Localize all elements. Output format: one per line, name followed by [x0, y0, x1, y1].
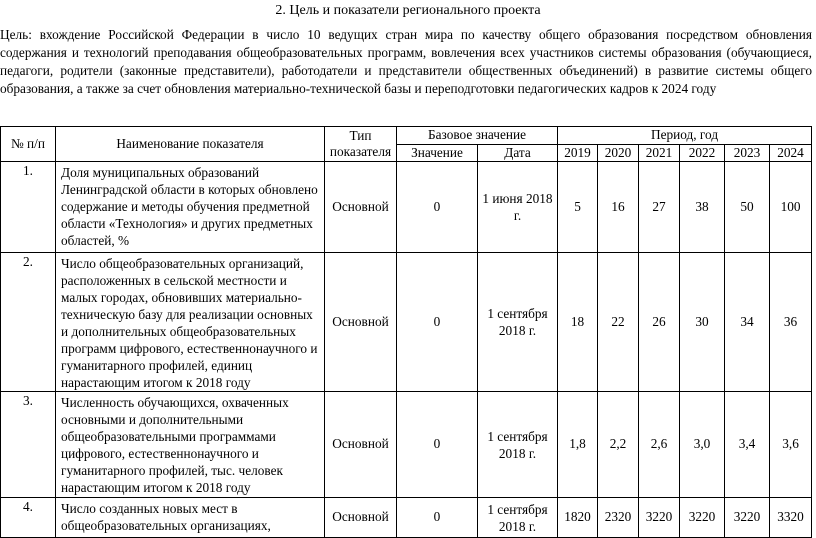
indicator-name: Доля муниципальных образований Ленинградской области в которых обновлено содержание и методы обучения предметной области «Технология» и других предметных областей, %: [56, 162, 325, 253]
table-row: [1, 162, 812, 253]
indicator-type: Основной: [325, 392, 397, 498]
header-period: Период, год: [558, 127, 812, 145]
base-date: 1 сентября 2018 г.: [478, 498, 558, 538]
year-value: 36: [770, 253, 812, 392]
year-value: 27: [639, 162, 680, 253]
year-value: 30: [680, 253, 725, 392]
indicator-type: Основной: [325, 162, 397, 253]
year-value: 38: [680, 162, 725, 253]
section-heading: 2. Цель и показатели регионального проекта: [275, 3, 541, 18]
base-date: 1 июня 2018 г.: [478, 162, 558, 253]
year-value: 34: [725, 253, 770, 392]
base-date: 1 сентября 2018 г.: [478, 253, 558, 392]
year-value: 100: [770, 162, 812, 253]
header-year: 2020: [598, 144, 639, 162]
year-value: 50: [725, 162, 770, 253]
year-value: 2320: [598, 498, 639, 538]
base-value: 0: [397, 498, 478, 538]
header-year: 2022: [680, 144, 725, 162]
indicators-table: [0, 126, 812, 538]
table-row: [1, 392, 812, 498]
goal-paragraph: Цель: вхождение Российской Федерации в число 10 ведущих стран мира по качеству общего образования посредством обновления содержания и технологий преподавания общеобразовательных программ, вовлечения всех участников системы образования (обучающиеся, педагоги, родители (законные представители), работодатели и представители общественных объединений) в развитие системы общего образования, а также за счет обновления материально-технической базы и переподготовки педагогических кадров к 2024 году: [0, 27, 812, 96]
year-value: 1820: [558, 498, 598, 538]
header-base-date: Дата: [478, 144, 558, 162]
header-year: 2019: [558, 144, 598, 162]
header-year: 2024: [770, 144, 812, 162]
base-value: 0: [397, 162, 478, 253]
indicator-name: Число общеобразовательных организаций, расположенных в сельской местности и малых городах, обновивших материально-техническую базу для реализации основных и дополнительных общеобразовательных программ цифрового, естественнонаучного и гуманитарного профилей, единиц нарастающим итогом к 2018 году: [56, 253, 325, 392]
year-value: 16: [598, 162, 639, 253]
year-value: 2,6: [639, 392, 680, 498]
year-value: 2,2: [598, 392, 639, 498]
indicator-type: Основной: [325, 498, 397, 538]
header-type: Тип показателя: [325, 127, 397, 162]
year-value: 18: [558, 253, 598, 392]
table-row: [1, 253, 812, 392]
row-number: 4.: [1, 498, 56, 538]
year-value: 3220: [680, 498, 725, 538]
year-value: 26: [639, 253, 680, 392]
year-value: 3,0: [680, 392, 725, 498]
year-value: 22: [598, 253, 639, 392]
header-row-1: [1, 127, 812, 145]
indicator-name: Численность обучающихся, охваченных основными и дополнительными общеобразовательными программами цифрового, естественнонаучного и гуманитарного профилей, тыс. человек нарастающим итогом к 2018 году: [56, 392, 325, 498]
year-value: 5: [558, 162, 598, 253]
year-value: 1,8: [558, 392, 598, 498]
year-value: 3,6: [770, 392, 812, 498]
year-value: 3,4: [725, 392, 770, 498]
row-number: 1.: [1, 162, 56, 253]
table-row: [1, 498, 812, 538]
row-number: 3.: [1, 392, 56, 498]
year-value: 3220: [639, 498, 680, 538]
header-year: 2023: [725, 144, 770, 162]
header-num: № п/п: [1, 127, 56, 162]
header-base-value: Значение: [397, 144, 478, 162]
header-year: 2021: [639, 144, 680, 162]
base-value: 0: [397, 392, 478, 498]
header-base: Базовое значение: [397, 127, 558, 145]
indicator-type: Основной: [325, 253, 397, 392]
year-value: 3220: [725, 498, 770, 538]
row-number: 2.: [1, 253, 56, 392]
year-value: 3320: [770, 498, 812, 538]
base-value: 0: [397, 253, 478, 392]
indicator-name: Число созданных новых мест в общеобразовательных организациях,: [56, 498, 325, 538]
base-date: 1 сентября 2018 г.: [478, 392, 558, 498]
header-name: Наименование показателя: [56, 127, 325, 162]
